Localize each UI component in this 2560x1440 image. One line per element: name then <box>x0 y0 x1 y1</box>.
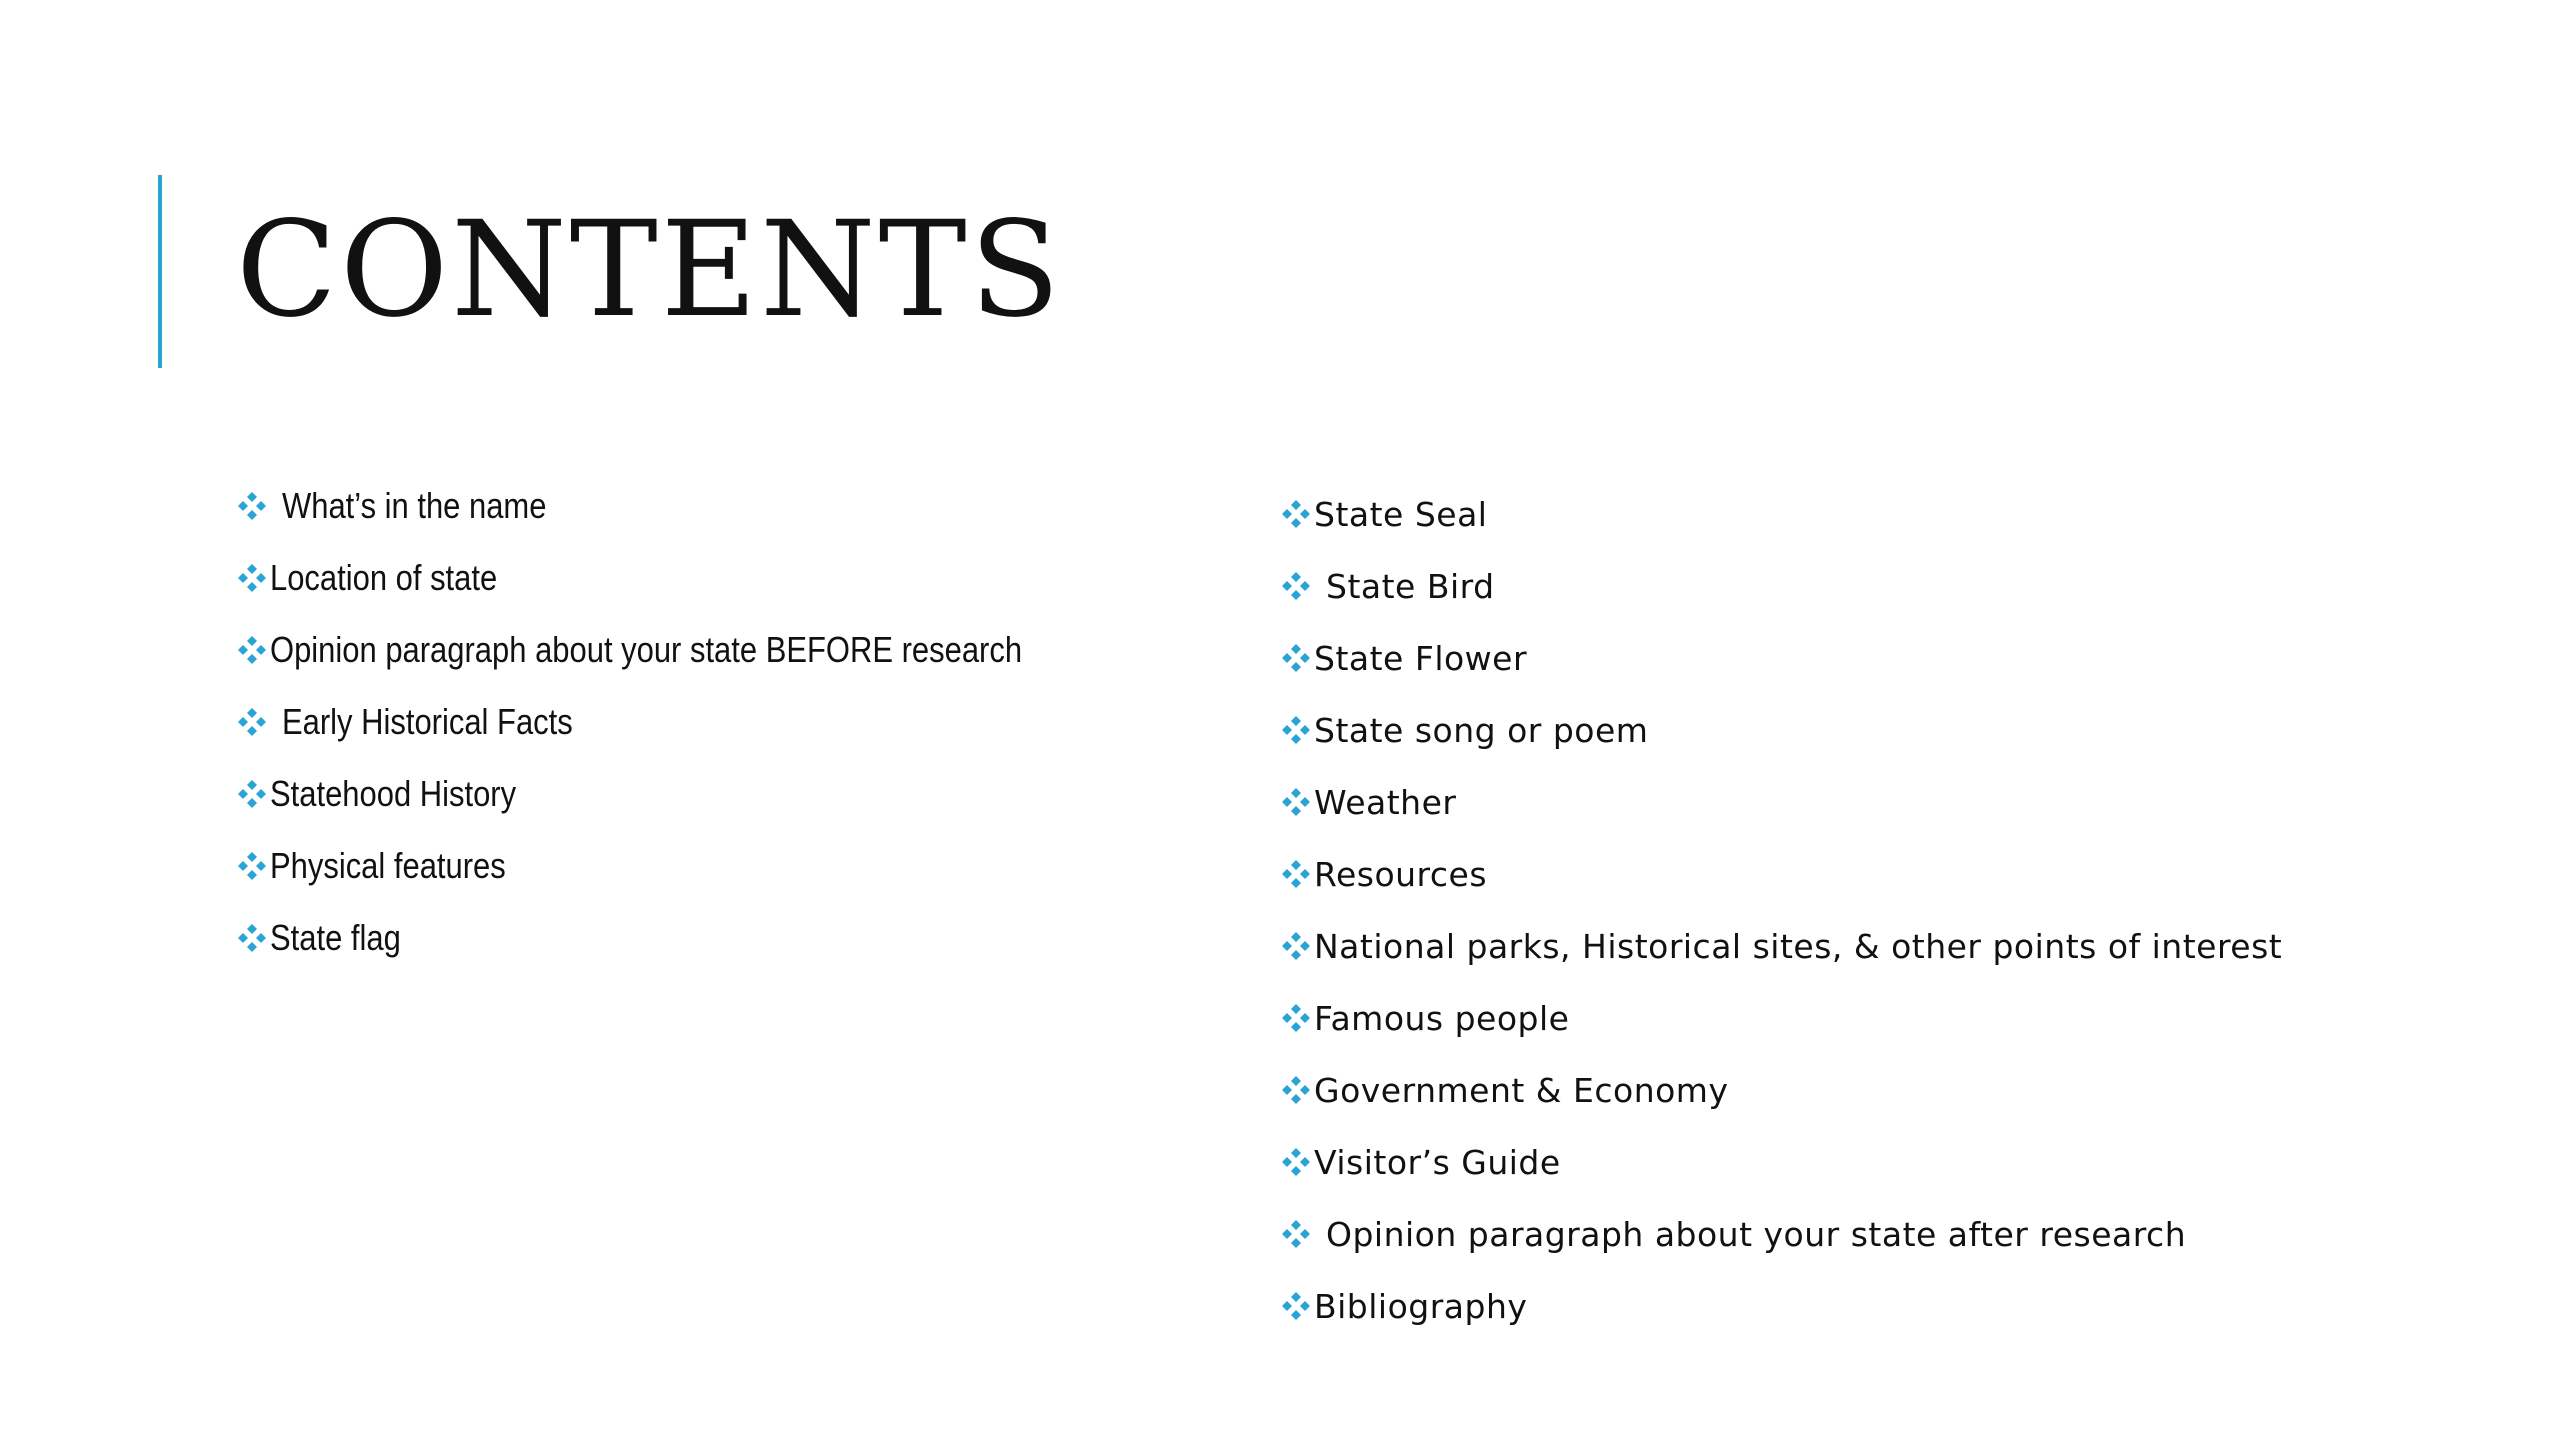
list-item <box>1280 694 2282 766</box>
diamond-bullet-icon <box>1280 570 1312 602</box>
diamond-bullet-icon <box>236 778 268 810</box>
list-item-label: State Seal <box>1314 494 1488 534</box>
list-item-label: Opinion paragraph about your state after research <box>1326 1214 2187 1254</box>
list-item <box>236 542 1144 614</box>
list-item <box>236 470 1144 542</box>
list-item-label: Location of state <box>270 557 498 598</box>
list-item-label: What’s in the name <box>282 485 547 526</box>
diamond-bullet-icon <box>1280 1146 1312 1178</box>
list-item-label: Government & Economy <box>1314 1070 1729 1110</box>
list-item <box>1280 478 2282 550</box>
list-item-label: Visitor’s Guide <box>1314 1142 1561 1182</box>
list-item-label: State flag <box>270 917 401 958</box>
diamond-bullet-icon <box>236 850 268 882</box>
list-item-label: State song or poem <box>1314 710 1649 750</box>
list-item <box>1280 1270 2282 1342</box>
list-item <box>1280 550 2282 622</box>
list-item <box>236 614 1144 686</box>
list-item-label: National parks, Historical sites, & other points of interest <box>1314 926 2283 966</box>
list-item-label: Opinion paragraph about your state BEFORE research <box>270 629 1023 670</box>
diamond-bullet-icon <box>1280 1218 1312 1250</box>
list-item <box>1280 1126 2282 1198</box>
list-item-label: State Bird <box>1326 566 1495 606</box>
diamond-bullet-icon <box>1280 858 1312 890</box>
list-item-label: Weather <box>1314 782 1457 822</box>
list-item <box>1280 1198 2282 1270</box>
diamond-bullet-icon <box>1280 642 1312 674</box>
list-item-label: Statehood History <box>270 773 517 814</box>
diamond-bullet-icon <box>1280 1002 1312 1034</box>
title-accent-bar <box>158 175 162 368</box>
diamond-bullet-icon <box>1280 1074 1312 1106</box>
list-item <box>236 686 1144 758</box>
list-item <box>1280 982 2282 1054</box>
diamond-bullet-icon <box>236 634 268 666</box>
list-item-label: Resources <box>1314 854 1488 894</box>
diamond-bullet-icon <box>1280 714 1312 746</box>
list-item <box>1280 766 2282 838</box>
list-item <box>1280 910 2282 982</box>
diamond-bullet-icon <box>236 490 268 522</box>
list-item <box>236 902 1144 974</box>
list-item-label: Famous people <box>1314 998 1570 1038</box>
list-item <box>1280 838 2282 910</box>
diamond-bullet-icon <box>1280 786 1312 818</box>
slide-title: CONTENTS <box>236 193 1064 347</box>
list-item <box>236 758 1144 830</box>
list-item <box>236 830 1144 902</box>
list-item-label: Early Historical Facts <box>282 701 573 742</box>
diamond-bullet-icon <box>1280 1290 1312 1322</box>
diamond-bullet-icon <box>1280 930 1312 962</box>
diamond-bullet-icon <box>236 922 268 954</box>
contents-list-right <box>1280 478 2282 1342</box>
diamond-bullet-icon <box>236 706 268 738</box>
list-item-label: Bibliography <box>1314 1286 1528 1326</box>
diamond-bullet-icon <box>236 562 268 594</box>
diamond-bullet-icon <box>1280 498 1312 530</box>
list-item <box>1280 622 2282 694</box>
list-item <box>1280 1054 2282 1126</box>
contents-list-left <box>236 470 1144 974</box>
list-item-label: State Flower <box>1314 638 1528 678</box>
list-item-label: Physical features <box>270 845 506 886</box>
